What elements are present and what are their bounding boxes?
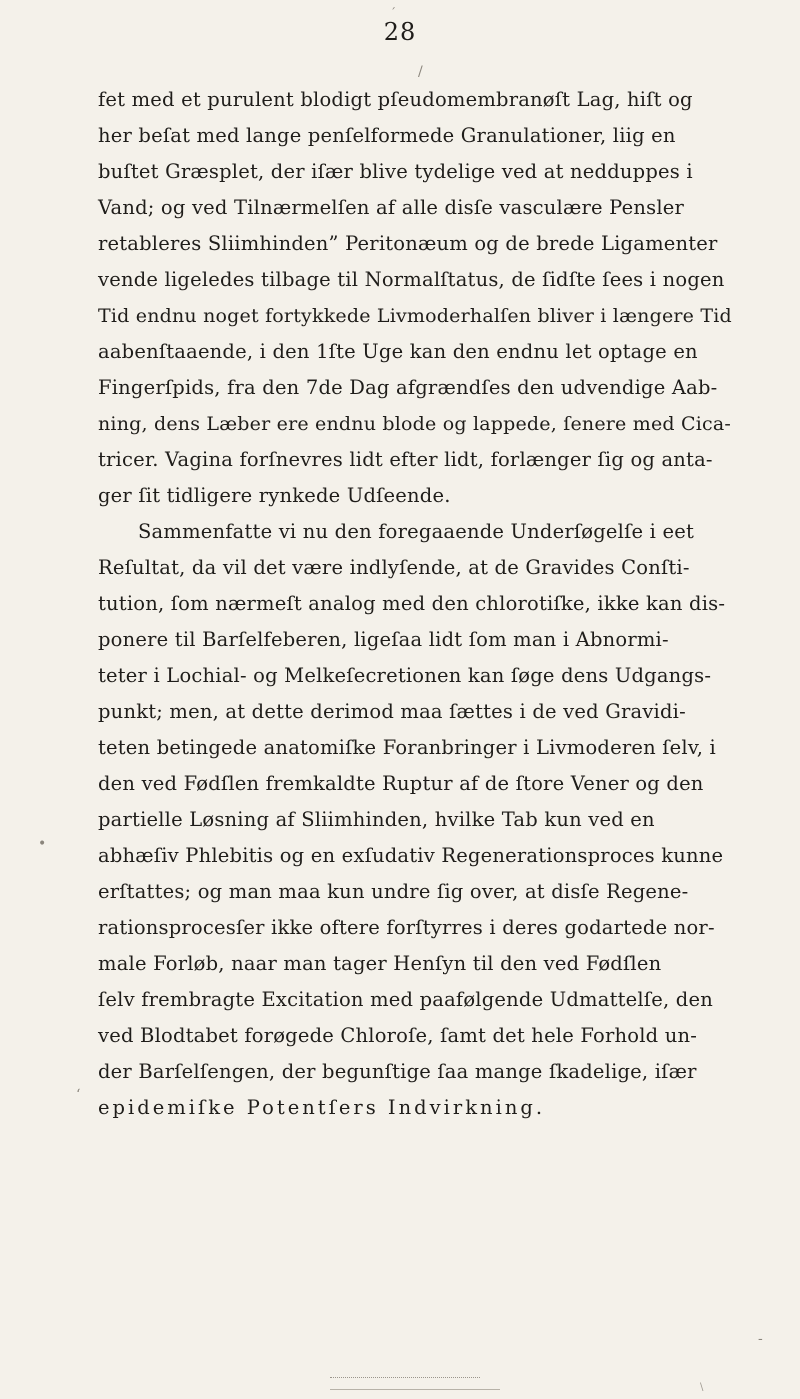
- text-line: erſtattes; og man maa kun undre ſig over, at disſe Regene-: [98, 880, 689, 903]
- footer-rule: [330, 1377, 480, 1378]
- text-line: rationsprocesſer ikke oftere forſtyrres i deres godartede nor-: [98, 916, 715, 939]
- text-line: retableres Sliimhinden” Peritonæum og de brede Ligamenter: [98, 232, 718, 255]
- body-text: [98, 82, 738, 1126]
- text-line: teter i Lochial- og Melkeſecretionen kan ſøge dens Udgangs-: [98, 664, 712, 687]
- text-line: male Forløb, naar man tager Henſyn til den ved Fødſlen: [98, 952, 662, 975]
- margin-mark: ‘: [76, 1087, 81, 1103]
- text-line: her beſat med lange penſelformede Granulationer, liig en: [98, 124, 676, 147]
- text-line: ſelv frembragte Excitation med paafølgende Udmattelſe, den: [98, 988, 713, 1011]
- text-line: buſtet Græsplet, der iſær blive tydelige ved at nedduppes i: [98, 160, 693, 183]
- text-line: tricer. Vagina forſnevres lidt efter lidt, forlænger ſig og anta-: [98, 448, 713, 471]
- text-line: aabenſtaaende, i den 1ſte Uge kan den endnu let optage en: [98, 340, 698, 363]
- text-line: Tid endnu noget fortykkede Livmoderhalſen bliver i længere Tid: [98, 305, 732, 327]
- text-line: ning, dens Læber ere endnu blode og lappede, ſenere med Cica-: [98, 413, 732, 435]
- text-line-last: epidemiſke Potentſers Indvirkning.: [98, 1096, 546, 1119]
- text-line: punkt; men, at dette derimod maa ſættes i de ved Gravidi-: [98, 700, 686, 723]
- text-line: teten betingede anatomiſke Foranbringer i Livmoderen ſelv, i: [98, 736, 716, 759]
- margin-mark: -: [758, 1331, 763, 1347]
- text-line: Vand; og ved Tilnærmelſen af alle disſe vasculære Pensler: [98, 196, 685, 219]
- text-line: ger ſit tidligere rynkede Udſeende.: [98, 484, 451, 507]
- text-line: der Barſelſengen, der begunſtige ſaa mange ſkadelige, iſær: [98, 1060, 697, 1083]
- print-mark-slash: /: [418, 64, 423, 80]
- margin-mark: •: [38, 836, 47, 852]
- print-mark-top: ´: [390, 6, 396, 20]
- text-line: partielle Løsning af Sliimhinden, hvilke Tab kun ved en: [98, 808, 655, 831]
- text-line: tution, ſom nærmeſt analog med den chlorotiſke, ikke kan dis-: [98, 592, 726, 615]
- text-line: Fingerſpids, fra den 7de Dag afgrændſes den udvendige Aab-: [98, 376, 718, 399]
- text-line: Reſultat, da vil det være indlyſende, at de Gravides Conſti-: [98, 556, 690, 579]
- text-line: vende ligeledes tilbage til Normalſtatus, de ſidſte ſees i nogen: [98, 268, 725, 291]
- text-line: abhæſiv Phlebitis og en exſudativ Regenerationsproces kunne: [98, 844, 724, 867]
- paragraph-start-line: Sammenfatte vi nu den foregaaende Underſøgelſe i eet: [138, 520, 694, 543]
- footer-rule: [330, 1389, 500, 1390]
- text-line: ved Blodtabet forøgede Chloroſe, ſamt det hele Forhold un-: [98, 1024, 698, 1047]
- print-mark-bottom: \: [700, 1382, 704, 1393]
- page-number: 28: [383, 18, 417, 46]
- text-line: ponere til Barſelfeberen, ligeſaa lidt ſom man i Abnormi-: [98, 628, 669, 651]
- text-line: den ved Fødſlen fremkaldte Ruptur af de ſtore Vener og den: [98, 772, 704, 795]
- text-line: fet med et purulent blodigt pſeudomembranøſt Lag, hiſt og: [98, 88, 693, 111]
